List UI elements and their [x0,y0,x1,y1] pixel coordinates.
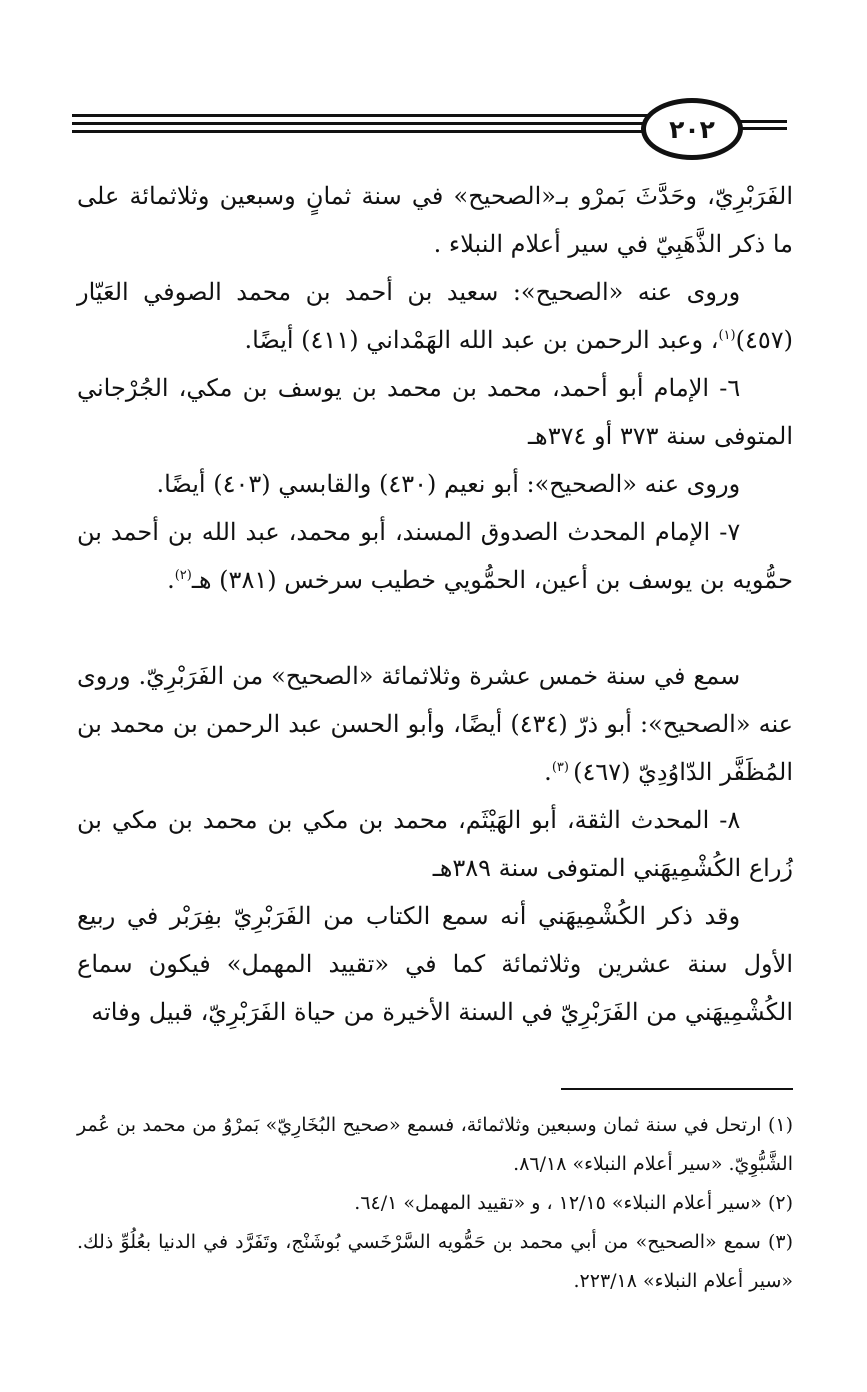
paragraph-3 [77,364,793,460]
page-number-circle [641,98,743,160]
footnote-separator [561,1088,793,1090]
paragraph-4 [77,460,793,508]
header-rule-top [72,114,652,117]
paragraph-text: سمع في سنة خمس عشرة وثلاثمائة «الصحيح» من الفَرَبْرِيّ. وروى عنه «الصحيح»: أبو ذرّ (٤٣٤) أيضًا، وأبو الحسن عبد الرحمن بن محمد بن المُظَفَّر الدّاوُدِيّ (٤٦٧) [77,662,794,786]
paragraph-text: وروى عنه «الصحيح»: سعيد بن أحمد بن محمد الصوفي العَيّار (٤٥٧) [77,278,793,354]
footnote-2: (٢) «سير أعلام النبلاء» ١٢/١٥ ، و «تقييد المهمل» ٦٤/١. [354,1192,793,1214]
paragraph-7 [77,796,793,892]
paragraph-text-tail: ، وعبد الرحمن بن عبد الله الهَمْداني (٤١١) أيضًا. [244,326,719,354]
footnote-3: (٣) سمع «الصحيح» من أبي محمد بن حَمُّويه السَّرْخَسي بُوشَنْج، وتَفَرَّد في الدنيا بعُلُوِّ ذلك. «سير أعلام النبلاء» ٢٢٣/١٨. [77,1231,793,1292]
footnote-ref-1: (١) [718,328,736,343]
paragraph-text-tail: . [544,758,552,786]
footnote-ref-2: (٢) [174,568,192,583]
paragraph-text: ٨- المحدث الثقة، أبو الهَيْثَم، محمد بن مكي بن محمد بن مكي بن زُراع الكُشْمِيهَني المتوفى سنة ٣٨٩هـ [77,806,793,882]
paragraph-2 [77,268,793,364]
header-rule-bottom [72,130,652,133]
page-header [72,92,787,164]
paragraph-5 [77,508,793,604]
paragraph-gap [77,604,793,652]
footnotes [77,1106,793,1301]
paragraph-text: وروى عنه «الصحيح»: أبو نعيم (٤٣٠) والقابسي (٤٠٣) أيضًا. [156,470,741,498]
paragraph-text-tail: . [167,566,175,594]
footnote-ref-3: (٣) [551,760,574,775]
paragraph-text: ٦- الإمام أبو أحمد، محمد بن محمد بن يوسف بن مكي، الجُرْجاني المتوفى سنة ٣٧٣ أو ٣٧٤هـ [77,374,793,450]
footnote-1: (١) ارتحل في سنة ثمان وسبعين وثلاثمائة، فسمع «صحيح البُخَارِيّ» بَمرْوُ من محمد بن عُمر الشَّبُّوِيّ. «سير أعلام النبلاء» ٨٦/١٨. [77,1114,793,1175]
header-rule-middle [72,122,652,125]
paragraph-text: ٧- الإمام المحدث الصدوق المسند، أبو محمد، عبد الله بن أحمد بن حمُّويه بن يوسف بن أعين، الحمُّويي خطيب سرخس (٣٨١) هـ [77,518,793,594]
paragraph-6 [77,652,793,796]
page-number: ٢٠٢ [669,114,715,144]
main-text [77,172,793,1036]
paragraph-1 [77,172,793,268]
header-rule-tail-bottom [737,127,787,130]
paragraph-text: الفَرَبْرِيّ، وحَدَّثَ بَمرْو بـ«الصحيح» في سنة ثمانٍ وسبعين وثلاثمائة على ما ذكر الذَّهَبِيّ في سير أعلام النبلاء . [77,182,793,258]
header-rule-tail-top [737,120,787,123]
paragraph-8 [77,892,793,1036]
paragraph-text: وقد ذكر الكُشْمِيهَني أنه سمع الكتاب من الفَرَبْرِيّ بفِرَبْر في ربيع الأول سنة عشرين وثلاثمائة كما في «تقييد المهمل» فيكون سماع الكُشْمِيهَني من الفَرَبْرِيّ في السنة الأخيرة من حياة الفَرَبْرِيّ، قبيل وفاته [77,902,793,1026]
